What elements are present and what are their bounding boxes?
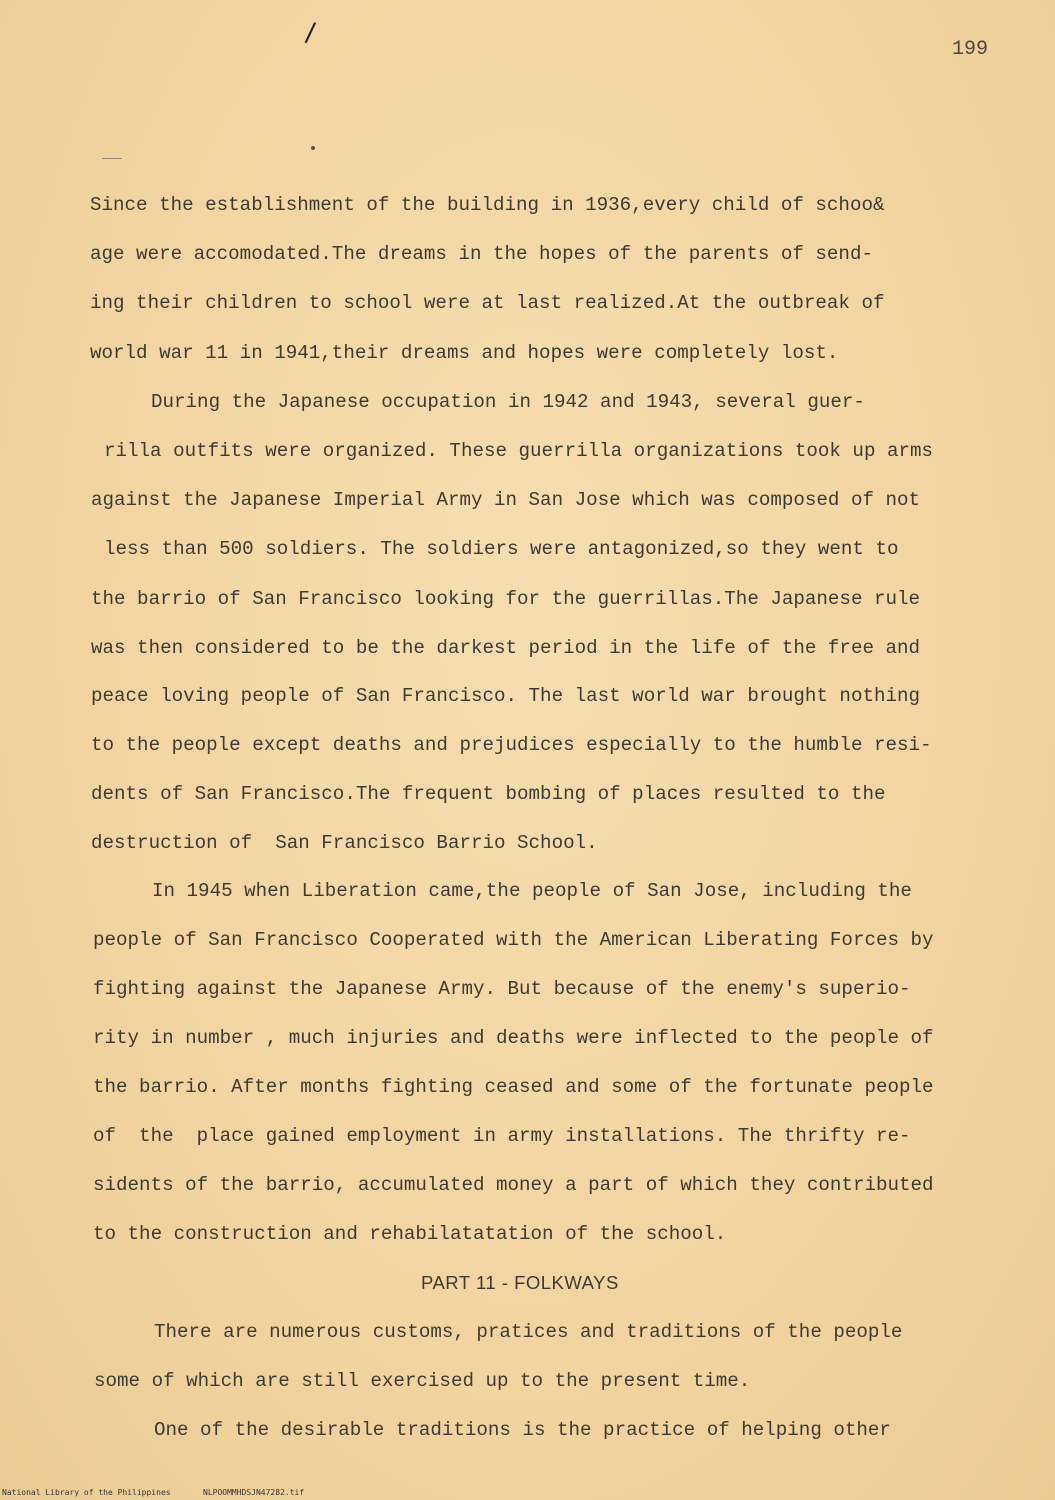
footer-file-id: NLPOOMMHDSJN47282.tif — [203, 1488, 305, 1497]
text-line: was then considered to be the darkest period in the life of the free and — [91, 637, 921, 659]
text-line: There are numerous customs, pratices and traditions of the people — [154, 1321, 903, 1343]
text-line: In 1945 when Liberation came,the people of San Jose, including the — [152, 880, 912, 902]
text-line: During the Japanese occupation in 1942 and 1943, several guer- — [151, 391, 865, 413]
text-line: dents of San Francisco.The frequent bombing of places resulted to the — [91, 783, 886, 805]
text-line: One of the desirable traditions is the practice of helping other — [154, 1419, 891, 1441]
ink-dot — [311, 146, 315, 150]
text-line: destruction of San Francisco Barrio School. — [91, 832, 598, 854]
section-heading: PART 11 - FOLKWAYS — [421, 1272, 619, 1293]
text-line: some of which are still exercised up to the present time. — [94, 1370, 751, 1392]
page-number: 199 — [952, 38, 989, 61]
text-line: peace loving people of San Francisco. The last world war brought nothing — [91, 685, 921, 707]
text-line: the barrio. After months fighting ceased and some of the fortunate people — [93, 1076, 934, 1098]
text-line: to the construction and rehabilatatation of the school. — [93, 1223, 727, 1245]
text-line: ing their children to school were at last realized.At the outbreak of — [90, 292, 885, 314]
text-line: rity in number , much injuries and deaths were inflected to the people of — [93, 1027, 934, 1049]
text-line: people of San Francisco Cooperated with the American Liberating Forces by — [93, 929, 934, 951]
text-line: sidents of the barrio, accumulated money a part of which they contributed — [93, 1174, 934, 1196]
text-line: world war 11 in 1941,their dreams and hopes were completely lost. — [90, 342, 839, 364]
text-line: age were accomodated.The dreams in the hopes of the parents of send- — [90, 243, 873, 265]
margin-dash — [102, 158, 122, 159]
pen-mark: / — [303, 17, 317, 49]
footer-library: National Library of the Philippines — [2, 1488, 171, 1497]
text-line: against the Japanese Imperial Army in San Jose which was composed of not — [91, 489, 921, 511]
text-line: of the place gained employment in army installations. The thrifty re- — [93, 1125, 911, 1147]
text-line: Since the establishment of the building in 1936,every child of schoo& — [90, 194, 885, 216]
text-line: less than 500 soldiers. The soldiers were antagonized,so they went to — [104, 538, 899, 560]
text-line: to the people except deaths and prejudices especially to the humble resi- — [91, 734, 932, 756]
text-line: rilla outfits were organized. These guerrilla organizations took up arms — [104, 440, 934, 462]
text-line: fighting against the Japanese Army. But because of the enemy's superio- — [93, 978, 911, 1000]
text-line: the barrio of San Francisco looking for the guerrillas.The Japanese rule — [91, 588, 921, 610]
